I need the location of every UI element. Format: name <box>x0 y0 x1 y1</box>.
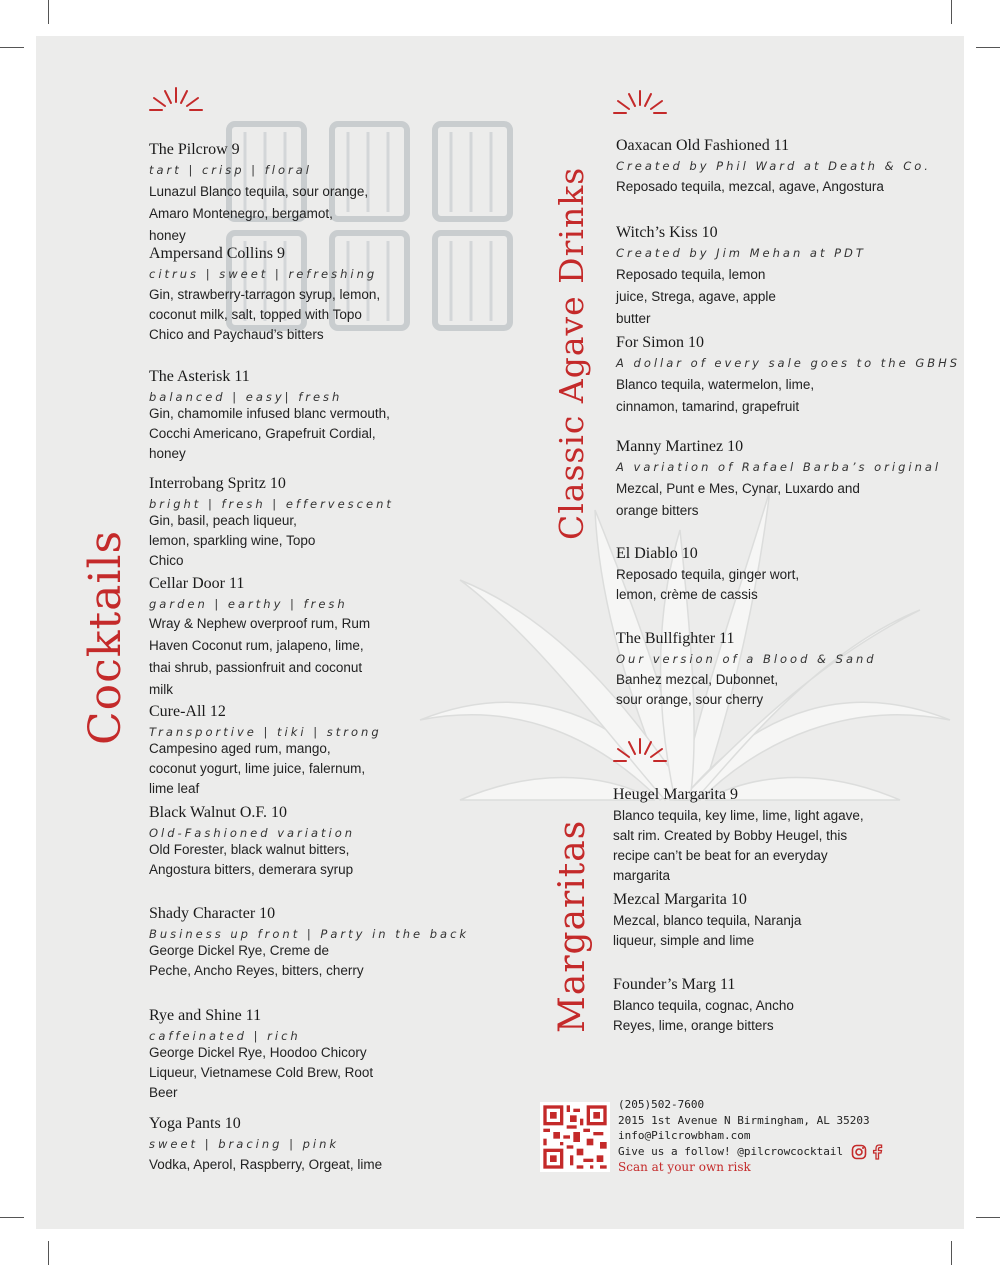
item-tags: balanced | easy| fresh <box>149 390 343 404</box>
item-desc: Gin, chamomile infused blanc vermouth, Cocchi Americano, Grapefruit Cordial, honey <box>149 406 390 461</box>
menu-item <box>149 905 469 981</box>
crop-mark <box>951 1241 952 1265</box>
item-name: Mezcal Margarita 10 <box>613 891 747 908</box>
sunburst-icon <box>148 84 204 114</box>
item-tags: Created by Phil Ward at Death & Co. <box>616 159 931 173</box>
menu-item <box>616 334 960 418</box>
contact-block <box>618 1097 883 1175</box>
menu-item <box>149 245 389 345</box>
follow-text: Give us a follow! @pilcrowcocktail <box>618 1144 844 1158</box>
item-desc: Lunazul Blanco tequila, sour orange, Amaro Montenegro, bergamot, honey <box>149 184 369 243</box>
menu-item <box>149 703 382 799</box>
item-tags: tart | crisp | floral <box>149 163 312 177</box>
facebook-icon[interactable] <box>871 1144 883 1160</box>
item-name: Manny Martinez 10 <box>616 438 744 455</box>
item-tags: Old-Fashioned variation <box>149 826 356 840</box>
item-desc: Campesino aged rum, mango, coconut yogurt, lime juice, falernum, lime leaf <box>149 741 366 796</box>
item-desc: Blanco tequila, watermelon, lime, cinnamon, tamarind, grapefruit <box>616 377 815 414</box>
crop-mark <box>0 47 24 48</box>
address: 2015 1st Avenue N Birmingham, AL 35203 <box>618 1113 870 1127</box>
menu-item <box>149 368 399 464</box>
item-desc: Gin, strawberry-tarragon syrup, lemon, coconut milk, salt, topped with Topo Chico and Paychaud’s bitters <box>149 287 381 342</box>
item-name: Black Walnut O.F. 10 <box>149 804 288 821</box>
item-name: The Pilcrow 9 <box>149 141 240 158</box>
item-tags: bright | fresh | effervescent <box>149 497 394 511</box>
menu-item <box>149 804 374 880</box>
item-tags: Created by Jim Mehan at PDT <box>616 246 866 260</box>
crop-mark <box>976 1217 1000 1218</box>
menu-item <box>616 438 941 522</box>
menu-item <box>149 575 384 701</box>
follow-line <box>618 1144 883 1160</box>
item-tags: A dollar of every sale goes to the GBHS <box>616 356 961 370</box>
item-desc: Wray & Nephew overproof rum, Rum Haven Coconut rum, jalapeno, lime, thai shrub, passionfruit and coconut milk <box>149 616 371 697</box>
crop-mark <box>48 0 49 24</box>
item-desc: George Dickel Rye, Creme de Peche, Ancho Reyes, bitters, cherry <box>149 943 364 978</box>
item-desc: Reposado tequila, lemon juice, Strega, agave, apple butter <box>616 267 776 326</box>
item-desc: Banhez mezcal, Dubonnet, sour orange, sour cherry <box>616 672 779 707</box>
item-tags: A variation of Rafael Barba’s original <box>616 460 942 474</box>
menu-item <box>616 545 806 605</box>
item-desc: Reposado tequila, ginger wort, lemon, crème de cassis <box>616 567 800 602</box>
menu-item <box>149 141 369 247</box>
item-tags: citrus | sweet | refreshing <box>149 267 378 281</box>
item-tags: garden | earthy | fresh <box>149 597 348 611</box>
menu-item <box>616 137 931 197</box>
item-desc: Reposado tequila, mezcal, agave, Angostura <box>616 179 884 194</box>
menu-item <box>149 1115 449 1175</box>
item-name: Interrobang Spritz 10 <box>149 475 286 492</box>
item-name: The Asterisk 11 <box>149 368 250 385</box>
item-desc: Mezcal, Punt e Mes, Cynar, Luxardo and orange bitters <box>616 481 860 518</box>
item-name: Oaxacan Old Fashioned 11 <box>616 137 790 154</box>
instagram-icon[interactable] <box>851 1144 867 1160</box>
item-name: Yoga Pants 10 <box>149 1115 241 1132</box>
crop-mark <box>48 1241 49 1265</box>
menu-item <box>613 891 843 951</box>
item-desc: Vodka, Aperol, Raspberry, Orgeat, lime <box>149 1157 383 1172</box>
crop-mark <box>976 47 1000 48</box>
item-tags: Our version of a Blood & Sand <box>616 652 877 666</box>
qr-code[interactable] <box>540 1102 610 1172</box>
item-tags: sweet | bracing | pink <box>149 1137 340 1151</box>
item-name: Cure-All 12 <box>149 703 226 720</box>
phone-number[interactable]: (205)502-7600 <box>618 1098 705 1111</box>
sunburst-icon <box>612 87 668 117</box>
margaritas-title: Margaritas <box>552 819 593 1033</box>
scan-disclaimer: Scan at your own risk <box>618 1159 751 1174</box>
item-desc: George Dickel Rye, Hoodoo Chicory Liqueur, Vietnamese Cold Brew, Root Beer <box>149 1045 374 1100</box>
item-name: Founder’s Marg 11 <box>613 976 736 993</box>
item-tags: Transportive | tiki | strong <box>149 725 382 739</box>
email-link[interactable]: info@Pilcrowbham.com <box>618 1129 751 1142</box>
cocktails-title: Cocktails <box>80 529 131 745</box>
menu-item <box>149 475 394 571</box>
menu-item <box>616 630 877 710</box>
item-name: Heugel Margarita 9 <box>613 786 738 803</box>
menu-item <box>613 976 828 1036</box>
crop-mark <box>0 1217 24 1218</box>
item-name: Cellar Door 11 <box>149 575 245 592</box>
item-name: Shady Character 10 <box>149 905 276 922</box>
item-tags: caffeinated | rich <box>149 1029 301 1043</box>
item-desc: Blanco tequila, key lime, lime, light agave, salt rim. Created by Bobby Heugel, this recipe can’t be beat for an everyday margarita <box>613 808 864 883</box>
item-name: Witch’s Kiss 10 <box>616 224 718 241</box>
sunburst-icon <box>612 735 668 765</box>
menu-item <box>149 1007 399 1103</box>
menu-item <box>613 786 875 886</box>
item-name: Rye and Shine 11 <box>149 1007 262 1024</box>
menu-item <box>616 224 866 330</box>
item-tags: Business up front | Party in the back <box>149 927 470 941</box>
item-name: El Diablo 10 <box>616 545 698 562</box>
item-desc: Mezcal, blanco tequila, Naranja liqueur, simple and lime <box>613 913 802 948</box>
item-name: The Bullfighter 11 <box>616 630 735 647</box>
item-desc: Old Forester, black walnut bitters, Angostura bitters, demerara syrup <box>149 842 354 877</box>
item-name: Ampersand Collins 9 <box>149 245 285 262</box>
item-name: For Simon 10 <box>616 334 705 351</box>
classic-agave-title: Classic Agave Drinks <box>552 166 591 540</box>
item-desc: Gin, basil, peach liqueur, lemon, sparkling wine, Topo Chico <box>149 513 316 568</box>
item-desc: Blanco tequila, cognac, Ancho Reyes, lime, orange bitters <box>613 998 794 1033</box>
crop-mark <box>951 0 952 24</box>
